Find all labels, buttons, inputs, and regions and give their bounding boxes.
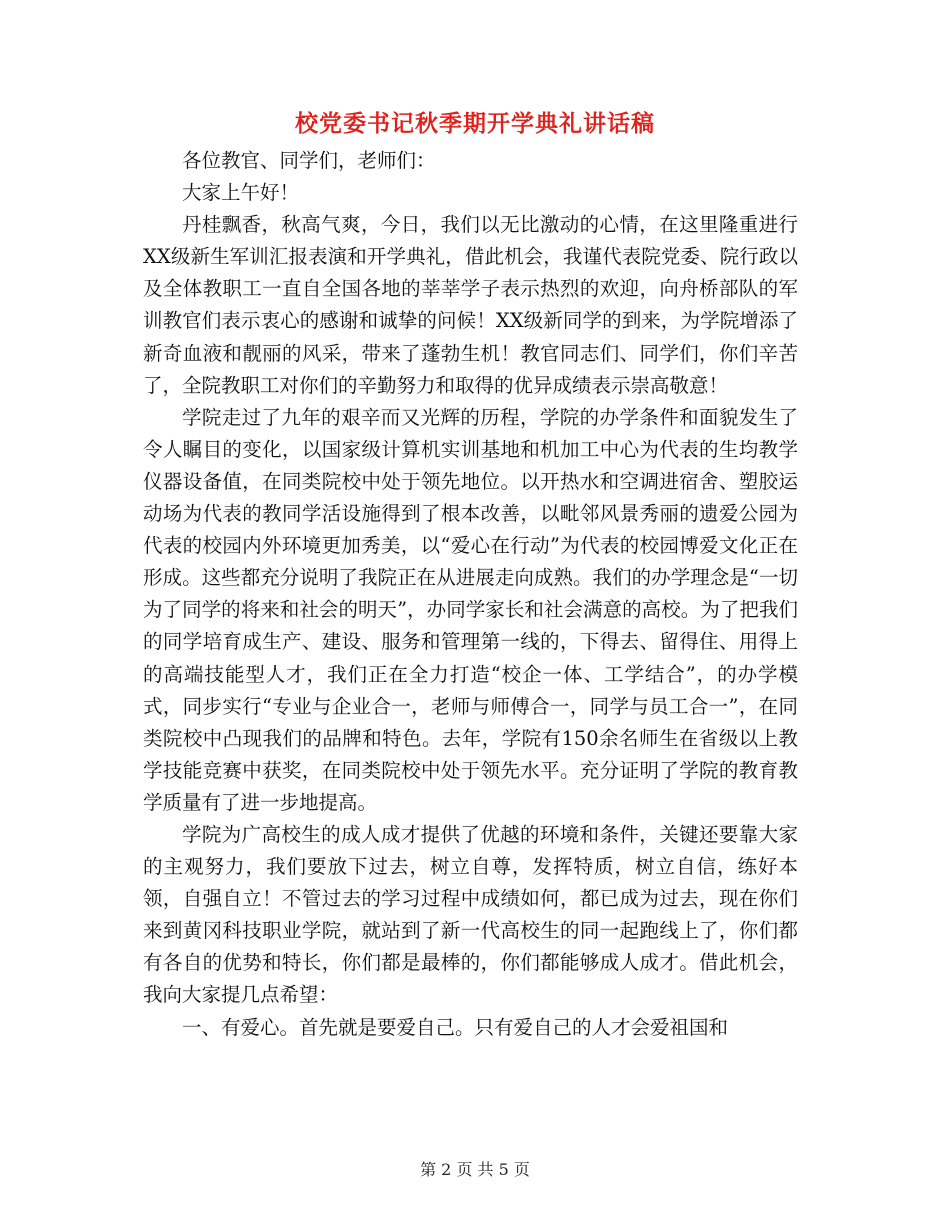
paragraph-welcome: 丹桂飘香，秋高气爽，今日，我们以无比激动的心情，在这里隆重进行XX级新生军训汇报表演和开学典礼，借此机会，我谨代表院党委、院行政以及全体教职工一直自全国各地的莘莘学子表示热烈的欢迎，向舟桥部队的军训教官们表示衷心的感谢和诚挚的问候！XX级新同学的到来，为学院增添了新奇血液和靓丽的风采，带来了蓬勃生机！教官同志们、同学们，你们辛苦了，全院教职工对你们的辛勤努力和取得的优异成绩表示崇高敬意！ (143, 213, 798, 397)
paragraph-college-history: 学院走过了九年的艰辛而又光辉的历程，学院的办学条件和面貌发生了令人瞩目的变化，以国家级计算机实训基地和机加工中心为代表的生均教学仪器设备值，在同类院校中处于领先地位。以开热水和空调进宿舍、塑胶运动场为代表的教同学活设施得到了根本改善，以毗邻风景秀丽的遗爱公园为代表的校园内外环境更加秀美，以“爱心在行动”为代表的校园博爱文化正在形成。这些都充分说明了我院正在从进展走向成熟。我们的办学理念是“一切为了同学的将来和社会的明天”，办同学家长和社会满意的高校。为了把我们的同学培育成生产、建设、服务和管理第一线的，下得去、留得住、用得上的高端技能型人才，我们正在全力打造“校企一体、工学结合”，的办学模式，同步实行“专业与企业合一，老师与师傅合一，同学与员工合一”，在同类院校中凸现我们的品牌和特色。去年，学院有150余名师生在省级以上教学技能竞赛中获奖，在同类院校中处于领先水平。充分证明了学院的教育教学质量有了进一步地提高。 (143, 405, 798, 814)
document-body (143, 145, 798, 1044)
document-title: 校党委书记秋季期开学典礼讲话稿 (295, 110, 655, 137)
page-number-footer: 第 2 页 共 5 页 (420, 1160, 530, 1179)
paragraph-love: 一、有爱心。首先就是要爱自己。只有爱自己的人才会爱祖国和 (182, 1015, 729, 1039)
paragraph-salutation: 各位教官、同学们，老师们： (182, 149, 436, 172)
paragraph-expectations: 学院为广高校生的成人成才提供了优越的环境和条件，关键还要靠大家的主观努力，我们要放下过去，树立自尊，发挥特质，树立自信，练好本领，自强自立！不管过去的学习过程中成绩如何，都已成为过去，现在你们来到黄冈科技职业学院，就站到了新一代高校生的同一起跑线上了，你们都有各自的优势和特长，你们都是最棒的，你们都能够成人成才。借此机会，我向大家提几点希望： (143, 822, 798, 1007)
paragraph-greeting: 大家上午好！ (182, 181, 300, 205)
